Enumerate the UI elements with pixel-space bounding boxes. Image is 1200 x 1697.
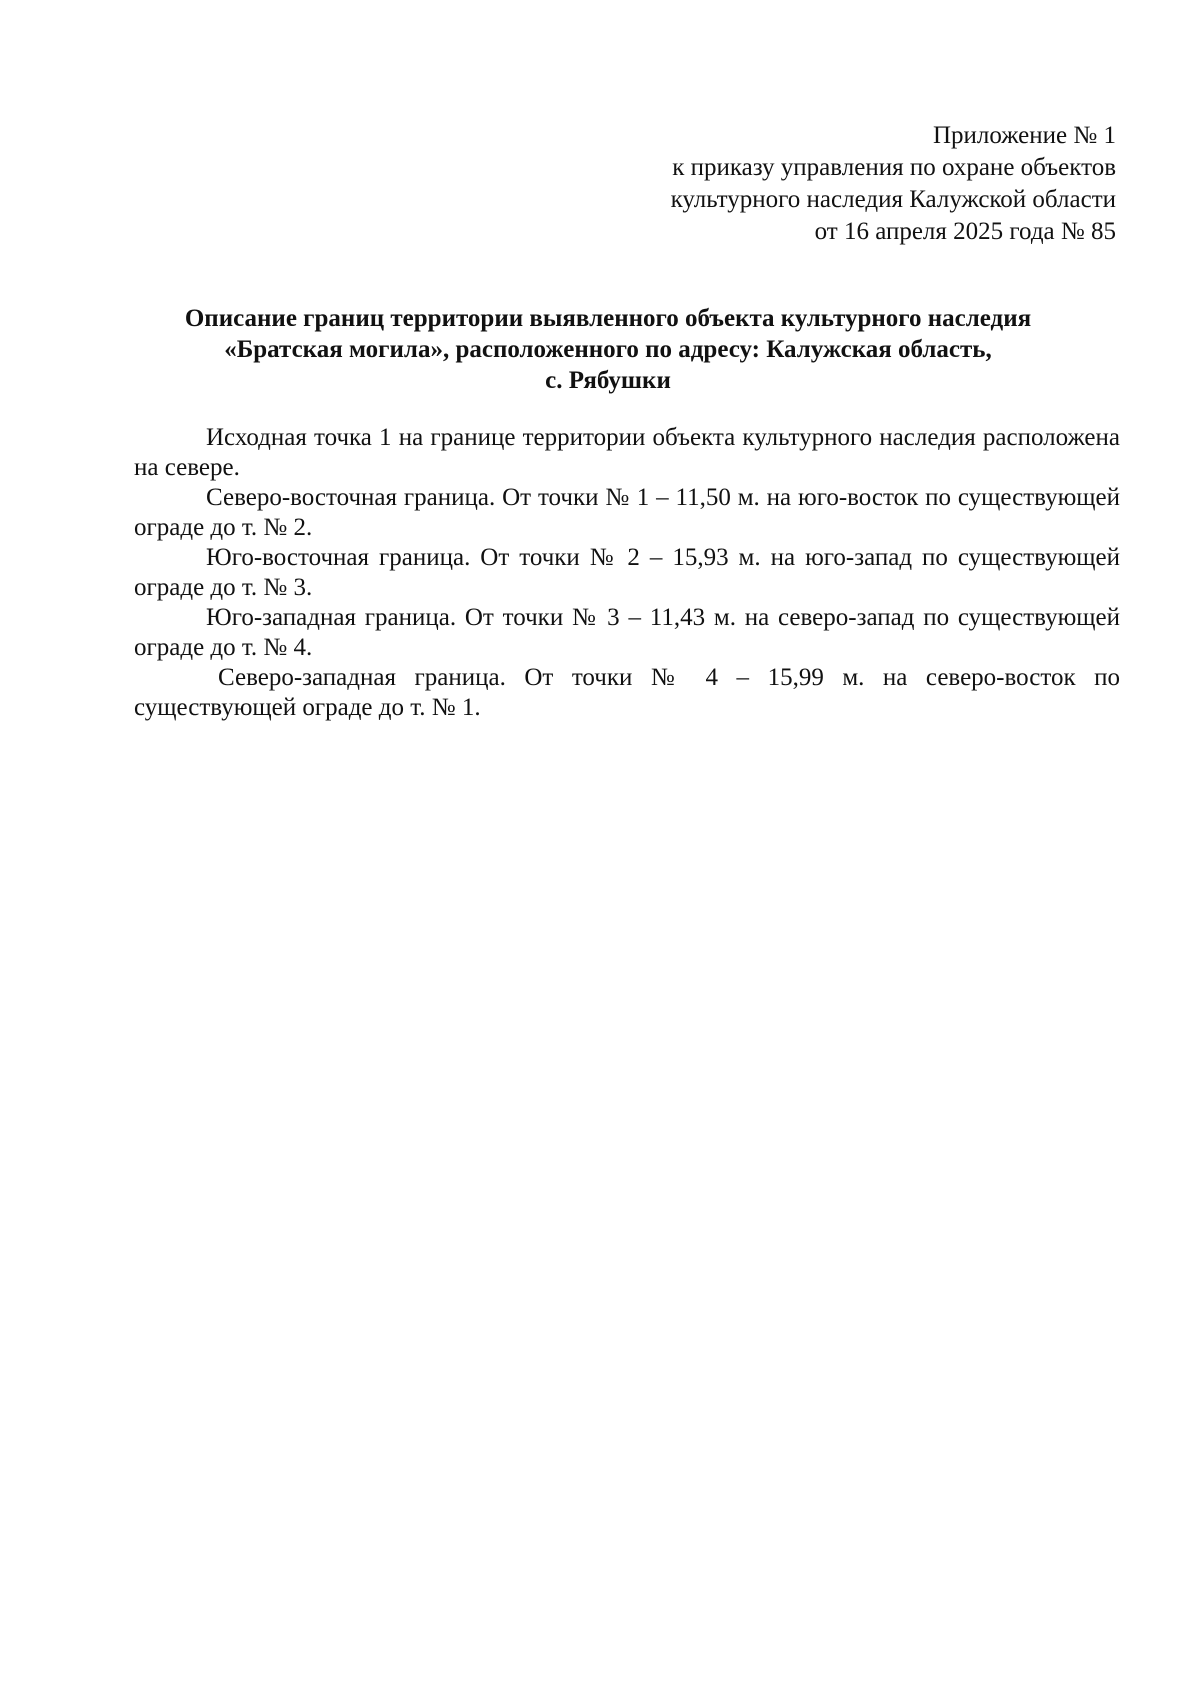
appendix-date: от 16 апреля 2025 года № 85	[814, 218, 1116, 245]
title-line-2: «Братская могила», расположенного по адресу: Калужская область,	[224, 336, 992, 363]
title-line-1: Описание границ территории выявленного объекта культурного наследия	[184, 305, 1032, 332]
title-line-3: с. Рябушки	[545, 367, 671, 394]
paragraph-northwest-boundary: Северо-западная граница. От точки № 4 – 15,99 м. на северо-восток по существующей ограде до т. № 1.	[134, 664, 1120, 721]
paragraph-start-point: Исходная точка 1 на границе территории объекта культурного наследия расположена на севере.	[134, 424, 1120, 481]
appendix-authority: культурного наследия Калужской области	[670, 186, 1116, 213]
document-body	[134, 423, 1120, 723]
appendix-number: Приложение № 1	[932, 122, 1116, 149]
paragraph-southwest-boundary: Юго-западная граница. От точки № 3 – 11,43 м. на северо-запад по существующей ограде до т. № 4.	[134, 604, 1120, 661]
paragraph-southeast-boundary: Юго-восточная граница. От точки № 2 – 15,93 м. на юго-запад по существующей ограде до т. № 3.	[134, 544, 1120, 601]
appendix-header	[516, 120, 1116, 248]
paragraph-northeast-boundary: Северо-восточная граница. От точки № 1 – 11,50 м. на юго-восток по существующей ограде до т. № 2.	[134, 484, 1120, 541]
appendix-order-ref: к приказу управления по охране объектов	[672, 154, 1116, 181]
document-title	[130, 303, 1086, 396]
